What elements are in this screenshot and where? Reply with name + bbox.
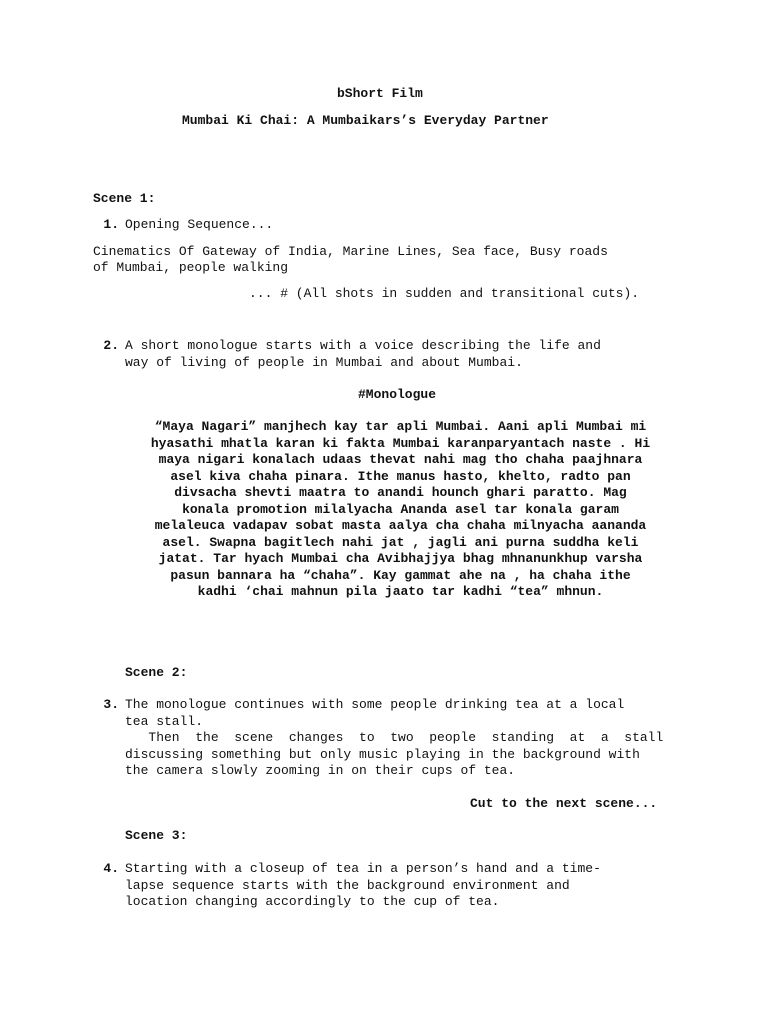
scene-1-label: Scene 1: [93,191,156,206]
monologue-line: “Maya Nagari” manjhech kay tar apli Mumbai. Aani apli Mumbai mi [154,419,647,434]
item-1-text: Opening Sequence... [125,217,274,232]
item-1-detail-line: Cinematics Of Gateway of India, Marine Lines, Sea face, Busy roads [93,244,608,259]
monologue-text [93,419,708,601]
item-3-line: the camera slowly zooming in on their cups of tea. [125,763,516,778]
document-kind: bShort Film [337,86,423,101]
item-3-number: 3. [103,697,119,712]
monologue-line: maya nigari konalach udaas thevat nahi mag tho chaha paajhnara [158,452,643,467]
scene-2-label: Scene 2: [125,665,188,680]
monologue-line: divsacha shevti maatra to anandi hounch ghari paratto. Mag [174,485,627,500]
item-2-line: way of living of people in Mumbai and about Mumbai. [125,354,523,370]
scene-3-label: Scene 3: [125,828,188,843]
item-3-line: Then the scene changes to two people standing at a stall [125,730,664,745]
item-2-line: A short monologue starts with a voice describing the life and [125,338,601,353]
item-1-note: ... # (All shots in sudden and transitional cuts). [249,286,640,301]
monologue-heading: #Monologue [358,387,437,402]
monologue-line: jatat. Tar hyach Mumbai cha Avibhajjya bhag mhnanunkhup varsha [158,551,643,566]
item-2-number: 2. [103,338,119,353]
monologue-line: asel kiva chaha pinara. Ithe manus hasto, khelto, radto pan [170,468,631,484]
item-3-line: The monologue continues with some people drinking tea at a local [125,697,625,712]
document-title: Mumbai Ki Chai: A Mumbaikars’s Everyday Partner [182,113,549,128]
item-4-number: 4. [103,861,119,876]
item-3-line: discussing something but only music playing in the background with [125,746,640,762]
monologue-line: konala promotion milalyacha Ananda asel tar konala garam [182,501,619,517]
item-1-number: 1. [103,217,119,232]
item-4-text [125,861,601,911]
item-3-line: tea stall. [125,713,204,729]
item-4-line: Starting with a closeup of tea in a person’s hand and a time- [125,861,601,876]
monologue-line: kadhi ‘chai mahnun pila jaato tar kadhi “tea” mhnun. [197,584,604,599]
item-4-line: location changing accordingly to the cup of tea. [125,894,500,909]
monologue-line: hyasathi mhatla karan ki fakta Mumbai karanparyantach naste . Hi [150,435,651,451]
monologue-line: melaleuca vadapav sobat masta aalya cha chaha milnyacha aananda [154,518,647,533]
item-2-text [125,338,601,371]
monologue-line: pasun bannara ha “chaha”. Kay gammat ahe na , ha chaha ithe [170,567,631,583]
monologue-line: asel. Swapna bagitlech nahi jat , jagli ani purna suddha keli [162,534,639,550]
item-1-detail-line: of Mumbai, people walking [93,260,289,275]
cut-to-next-scene: Cut to the next scene... [470,796,658,811]
item-4-line: lapse sequence starts with the background environment and [125,877,570,893]
item-3-text [125,697,663,780]
